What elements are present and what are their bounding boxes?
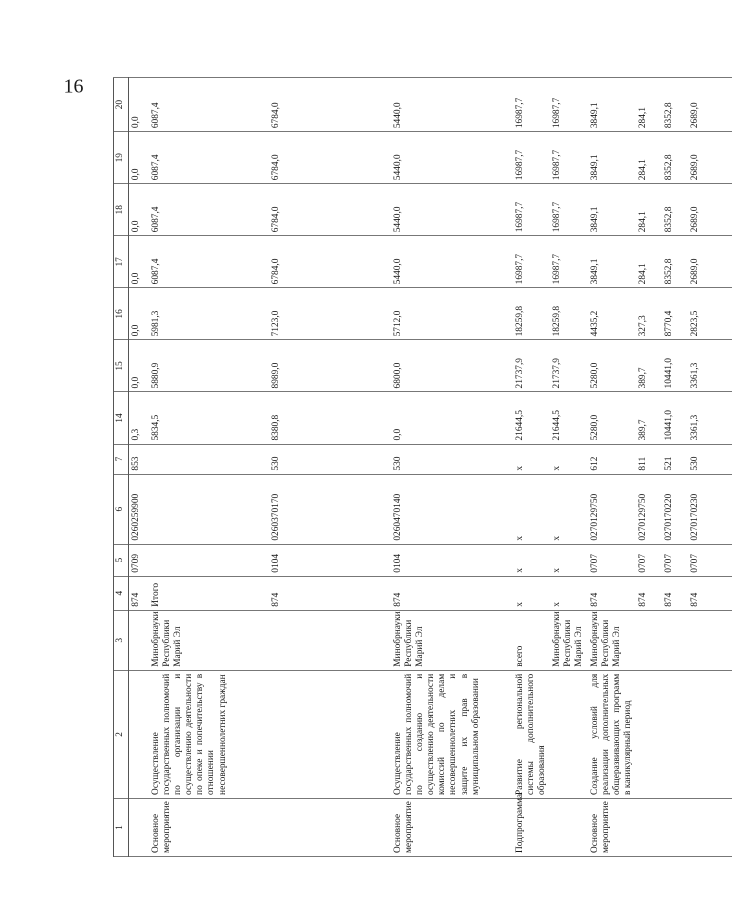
row-label: Подпрограмма <box>513 798 550 856</box>
value-cell: 389,7 <box>636 340 662 392</box>
value-cell: 6784,0 <box>269 236 391 288</box>
row-responsible <box>269 610 391 670</box>
row-code-6: х <box>513 474 550 544</box>
value-cell: 389,7 <box>636 392 662 444</box>
row-code-4: 874 <box>688 576 732 610</box>
value-cell: 284,1 <box>636 132 662 184</box>
value-cell: 21737,9 <box>513 340 550 392</box>
value-cell: 0,0 <box>129 184 150 236</box>
row-description <box>129 670 150 798</box>
value-cell: 0,0 <box>129 236 150 288</box>
value-cell: 6087,4 <box>149 78 269 132</box>
row-label <box>550 798 587 856</box>
value-cell: 2689,0 <box>688 78 732 132</box>
value-cell: 21644,5 <box>513 392 550 444</box>
value-cell: 0,0 <box>129 340 150 392</box>
row-code-7: 521 <box>662 444 688 474</box>
row-description: Создание условий для реализации дополнительных общеразвивающих программ в каникулярный период <box>588 670 636 798</box>
header-cell: 15 <box>114 340 129 392</box>
value-cell: 6087,4 <box>149 184 269 236</box>
row-code-7: 612 <box>588 444 636 474</box>
value-cell: 5440,0 <box>391 184 513 236</box>
row-label: Основное мероприятие <box>391 798 513 856</box>
value-cell: 5981,3 <box>149 288 269 340</box>
header-cell: 20 <box>114 78 129 132</box>
row-code-6: 0270129750 <box>636 474 662 544</box>
value-cell: 0,0 <box>391 392 513 444</box>
page-number: 16 <box>63 75 84 98</box>
value-cell: 3849,1 <box>588 78 636 132</box>
value-cell: 10441,0 <box>662 340 688 392</box>
value-cell: 5440,0 <box>391 236 513 288</box>
table-row <box>688 78 732 857</box>
row-code-4: х <box>513 576 550 610</box>
value-cell: 8352,8 <box>662 236 688 288</box>
row-code-4: 874 <box>662 576 688 610</box>
value-cell: 2823,5 <box>688 288 732 340</box>
row-label <box>269 798 391 856</box>
value-cell: 16987,7 <box>550 184 587 236</box>
value-cell: 5880,9 <box>149 340 269 392</box>
value-cell: 6784,0 <box>269 184 391 236</box>
value-cell: 8352,8 <box>662 78 688 132</box>
value-cell: 5280,0 <box>588 392 636 444</box>
header-cell: 6 <box>114 474 129 544</box>
value-cell: 8770,4 <box>662 288 688 340</box>
row-code-4: 874 <box>588 576 636 610</box>
row-code-7: 853 <box>129 444 150 474</box>
row-label <box>662 798 688 856</box>
value-cell: 8352,8 <box>662 184 688 236</box>
row-code-6: 0260370170 <box>269 474 391 544</box>
value-cell: 284,1 <box>636 184 662 236</box>
value-cell: 18259,8 <box>550 288 587 340</box>
value-cell: 3849,1 <box>588 236 636 288</box>
value-cell: 3849,1 <box>588 132 636 184</box>
value-cell: 2689,0 <box>688 184 732 236</box>
row-code-6: 0270170220 <box>662 474 688 544</box>
value-cell: 3361,3 <box>688 392 732 444</box>
row-code-7 <box>149 444 269 474</box>
header-cell: 3 <box>114 610 129 670</box>
row-code-5: 0707 <box>588 544 636 576</box>
row-code-6: 0270170230 <box>688 474 732 544</box>
value-cell: 16987,7 <box>513 78 550 132</box>
row-label: Основное мероприятие <box>149 798 269 856</box>
row-code-4: 874 <box>269 576 391 610</box>
value-cell: 0,3 <box>129 392 150 444</box>
value-cell: 5440,0 <box>391 78 513 132</box>
value-cell: 5280,0 <box>588 340 636 392</box>
value-cell: 0,0 <box>129 288 150 340</box>
value-cell: 8352,8 <box>662 132 688 184</box>
row-code-6: 0260470140 <box>391 474 513 544</box>
value-cell: 284,1 <box>636 78 662 132</box>
row-responsible <box>688 610 732 670</box>
value-cell: 6800,0 <box>391 340 513 392</box>
row-label <box>129 798 150 856</box>
row-code-7: х <box>513 444 550 474</box>
table-row <box>588 78 636 857</box>
row-code-5: х <box>513 544 550 576</box>
row-code-7: х <box>550 444 587 474</box>
value-cell: 2689,0 <box>688 236 732 288</box>
value-cell: 16987,7 <box>550 132 587 184</box>
table-row <box>129 78 150 857</box>
row-responsible: Минобрнауки Республики Марий Эл <box>149 610 269 670</box>
row-code-5: 0104 <box>391 544 513 576</box>
row-description: Развитие региональной системы дополнительного образования <box>513 670 550 798</box>
value-cell: 18259,8 <box>513 288 550 340</box>
value-cell: 5440,0 <box>391 132 513 184</box>
value-cell: 6784,0 <box>269 78 391 132</box>
row-code-4: х <box>550 576 587 610</box>
row-responsible: Минобрнауки Республики Марий Эл <box>588 610 636 670</box>
row-code-7: 530 <box>688 444 732 474</box>
value-cell: 3361,3 <box>688 340 732 392</box>
row-code-7: 811 <box>636 444 662 474</box>
table-row <box>149 78 269 857</box>
value-cell: 16987,7 <box>513 236 550 288</box>
header-cell: 17 <box>114 236 129 288</box>
row-label: Основное мероприятие <box>588 798 636 856</box>
row-code-6 <box>149 474 269 544</box>
row-code-4: 874 <box>636 576 662 610</box>
value-cell: 2689,0 <box>688 132 732 184</box>
header-cell: 5 <box>114 544 129 576</box>
table-row <box>513 78 550 857</box>
table-row <box>269 78 391 857</box>
row-code-7: 530 <box>269 444 391 474</box>
value-cell: 8380,8 <box>269 392 391 444</box>
value-cell: 8989,0 <box>269 340 391 392</box>
value-cell: 7123,0 <box>269 288 391 340</box>
budget-table <box>113 77 732 857</box>
row-responsible: Минобрнауки Республики Марий Эл <box>550 610 587 670</box>
header-cell: 4 <box>114 576 129 610</box>
header-cell: 16 <box>114 288 129 340</box>
row-code-6: 0260259900 <box>129 474 150 544</box>
value-cell: 6087,4 <box>149 132 269 184</box>
value-cell: 327,3 <box>636 288 662 340</box>
row-code-5: 0707 <box>688 544 732 576</box>
table-row <box>662 78 688 857</box>
row-code-5: 0104 <box>269 544 391 576</box>
header-cell: 18 <box>114 184 129 236</box>
row-label <box>636 798 662 856</box>
row-code-6: 0270129750 <box>588 474 636 544</box>
value-cell: 6087,4 <box>149 236 269 288</box>
header-cell: 2 <box>114 670 129 798</box>
header-row <box>114 78 129 857</box>
row-description <box>550 670 587 798</box>
header-cell: 19 <box>114 132 129 184</box>
table-row <box>636 78 662 857</box>
row-code-5: 0709 <box>129 544 150 576</box>
row-code-7: 530 <box>391 444 513 474</box>
table-row <box>391 78 513 857</box>
value-cell: 5834,5 <box>149 392 269 444</box>
value-cell: 4435,2 <box>588 288 636 340</box>
value-cell: 16987,7 <box>513 184 550 236</box>
row-code-4: Итого <box>149 576 269 610</box>
row-description <box>269 670 391 798</box>
value-cell: 16987,7 <box>550 78 587 132</box>
row-responsible: Минобрнауки Республики Марий Эл <box>391 610 513 670</box>
row-code-5: х <box>550 544 587 576</box>
row-description <box>662 670 688 798</box>
row-code-4: 874 <box>391 576 513 610</box>
value-cell: 16987,7 <box>513 132 550 184</box>
header-cell: 14 <box>114 392 129 444</box>
header-cell: 7 <box>114 444 129 474</box>
row-code-4: 874 <box>129 576 150 610</box>
row-code-5 <box>149 544 269 576</box>
row-responsible <box>129 610 150 670</box>
row-description <box>688 670 732 798</box>
header-cell: 1 <box>114 798 129 856</box>
value-cell: 21737,9 <box>550 340 587 392</box>
row-responsible: всего <box>513 610 550 670</box>
value-cell: 0,0 <box>129 78 150 132</box>
value-cell: 10441,0 <box>662 392 688 444</box>
row-code-6: х <box>550 474 587 544</box>
row-label <box>688 798 732 856</box>
value-cell: 16987,7 <box>550 236 587 288</box>
row-code-5: 0707 <box>662 544 688 576</box>
row-description: Осуществление государственных полномочий по организации и осуществлению деятельности по опеке и попечительству в отношении несовершеннолетних граждан <box>149 670 269 798</box>
value-cell: 6784,0 <box>269 132 391 184</box>
value-cell: 3849,1 <box>588 184 636 236</box>
table-row <box>550 78 587 857</box>
row-code-5: 0707 <box>636 544 662 576</box>
row-responsible <box>662 610 688 670</box>
value-cell: 5712,0 <box>391 288 513 340</box>
value-cell: 21644,5 <box>550 392 587 444</box>
row-responsible <box>636 610 662 670</box>
row-description: Осуществление государственных полномочий по созданию и осуществлению деятельности комиссий по делам несовершеннолетних и защите их прав в муниципальном образовании <box>391 670 513 798</box>
value-cell: 284,1 <box>636 236 662 288</box>
row-description <box>636 670 662 798</box>
value-cell: 0,0 <box>129 132 150 184</box>
